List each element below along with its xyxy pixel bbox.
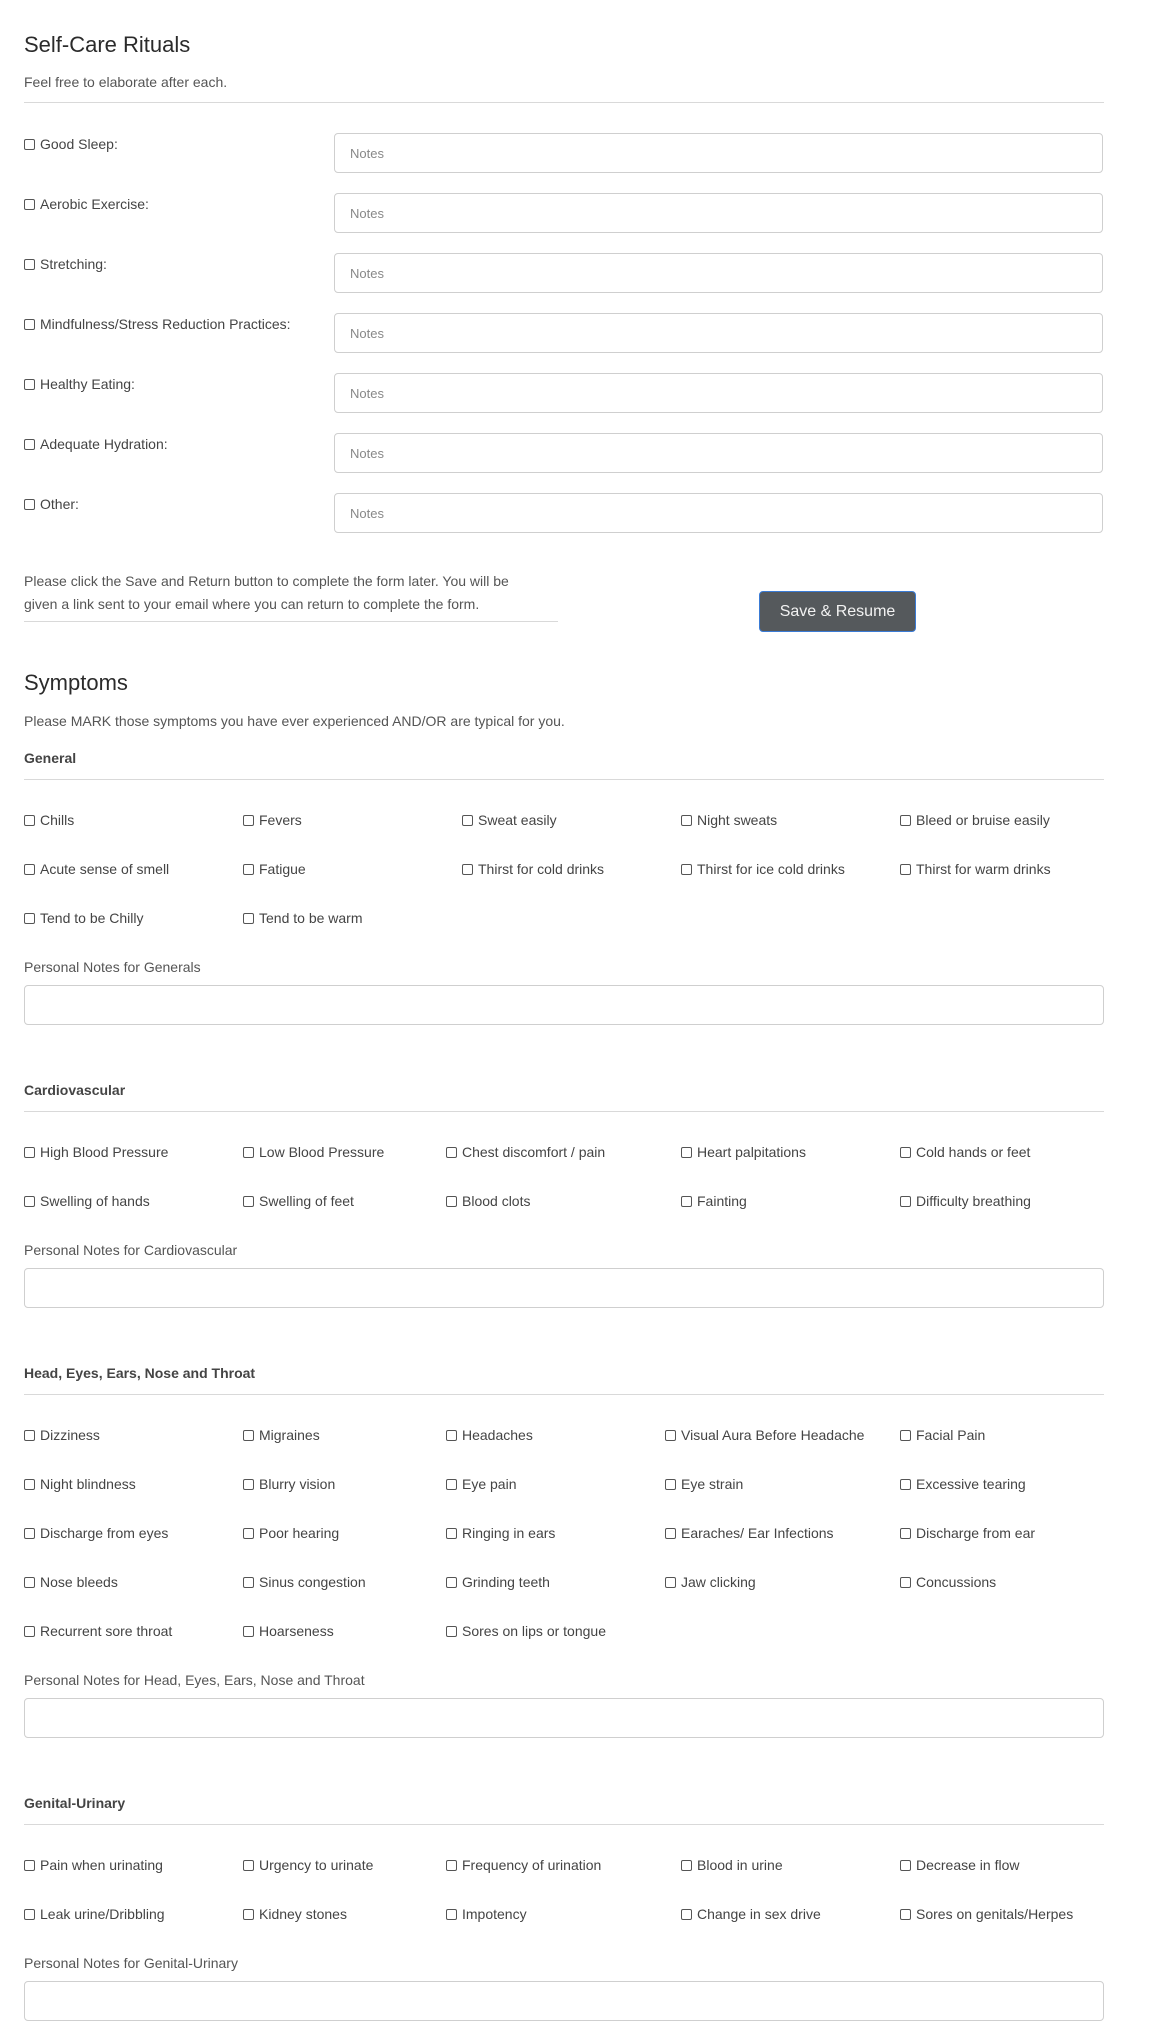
symptom-checkbox[interactable] <box>243 1196 254 1207</box>
heent-group-title: Head, Eyes, Ears, Nose and Throat <box>24 1365 256 1381</box>
symptom-sores-on-lips-or-tongue[interactable] <box>446 1623 606 1639</box>
symptom-checkbox[interactable] <box>243 864 254 875</box>
symptom-checkbox[interactable] <box>24 1147 35 1158</box>
symptom-checkbox[interactable] <box>24 1626 35 1637</box>
ritual-label-text: Adequate Hydration: <box>40 436 168 452</box>
symptom-fatigue[interactable] <box>243 861 306 877</box>
symptom-nose-bleeds[interactable] <box>24 1574 118 1590</box>
ritual-label-healthy-eating[interactable] <box>24 376 135 392</box>
cardio-group-divider <box>24 1111 1104 1112</box>
symptom-fainting[interactable] <box>681 1193 747 1209</box>
symptom-label: Chills <box>40 812 75 828</box>
symptom-label: Tend to be Chilly <box>40 910 144 926</box>
symptom-label: Thirst for warm drinks <box>916 861 1051 877</box>
save-instructions <box>24 570 509 616</box>
ritual-label-good-sleep[interactable] <box>24 136 118 152</box>
symptom-label: Change in sex drive <box>697 1906 821 1922</box>
symptom-checkbox[interactable] <box>446 1860 457 1871</box>
symptom-heart-palpitations[interactable] <box>681 1144 806 1160</box>
symptom-label: Discharge from eyes <box>40 1525 169 1541</box>
symptom-visual-aura-before-headache[interactable] <box>665 1427 864 1443</box>
symptom-eye-strain[interactable] <box>665 1476 743 1492</box>
symptom-impotency[interactable] <box>446 1906 527 1922</box>
symptom-leak-urine-dribbling[interactable] <box>24 1906 165 1922</box>
ritual-label-aerobic-exercise[interactable] <box>24 196 149 212</box>
heent-notes-input[interactable] <box>24 1698 1104 1738</box>
symptom-label: Discharge from ear <box>916 1525 1036 1541</box>
symptom-checkbox[interactable] <box>681 1147 692 1158</box>
symptom-label: Difficulty breathing <box>916 1193 1031 1209</box>
symptom-change-in-sex-drive[interactable] <box>681 1906 821 1922</box>
symptom-label: Visual Aura Before Headache <box>681 1427 865 1443</box>
symptom-night-blindness[interactable] <box>24 1476 136 1492</box>
ritual-label-other[interactable] <box>24 496 79 512</box>
save-instructions-line-1: Please click the Save and Return button to complete the form later. You will be <box>24 573 509 589</box>
symptom-sinus-congestion[interactable] <box>243 1574 366 1590</box>
symptom-checkbox[interactable] <box>900 864 911 875</box>
symptom-poor-hearing[interactable] <box>243 1525 339 1541</box>
symptom-checkbox[interactable] <box>462 864 473 875</box>
ritual-label-text: Healthy Eating: <box>40 376 135 392</box>
symptom-label: Poor hearing <box>259 1525 340 1541</box>
symptom-low-blood-pressure[interactable] <box>243 1144 384 1160</box>
symptom-recurrent-sore-throat[interactable] <box>24 1623 172 1639</box>
save-instructions-line-2: given a link sent to your email where you can return to complete the form. <box>24 596 480 612</box>
symptom-checkbox[interactable] <box>243 1528 254 1539</box>
symptom-checkbox[interactable] <box>24 815 35 826</box>
ritual-notes-input[interactable]: Notes <box>334 133 1103 173</box>
symptom-swelling-of-feet[interactable] <box>243 1193 354 1209</box>
ritual-checkbox[interactable] <box>24 199 35 210</box>
symptom-label: Leak urine/Dribbling <box>40 1906 165 1922</box>
symptom-label: Acute sense of smell <box>40 861 170 877</box>
symptom-checkbox[interactable] <box>900 1860 911 1871</box>
symptom-label: Night blindness <box>40 1476 136 1492</box>
symptom-checkbox[interactable] <box>900 1196 911 1207</box>
symptom-difficulty-breathing[interactable] <box>900 1193 1031 1209</box>
symptom-checkbox[interactable] <box>243 1909 254 1920</box>
symptom-facial-pain[interactable] <box>900 1427 985 1443</box>
symptom-checkbox[interactable] <box>24 864 35 875</box>
cardio-notes-input[interactable] <box>24 1268 1104 1308</box>
ritual-notes-input[interactable]: Notes <box>334 373 1103 413</box>
symptom-checkbox[interactable] <box>446 1479 457 1490</box>
symptom-checkbox[interactable] <box>24 1909 35 1920</box>
symptom-checkbox[interactable] <box>900 1909 911 1920</box>
symptom-checkbox[interactable] <box>446 1430 457 1441</box>
ritual-label-mindfulness-stress-reduction-practices[interactable] <box>24 316 291 332</box>
symptom-label: Migraines <box>259 1427 320 1443</box>
symptom-blood-in-urine[interactable] <box>681 1857 783 1873</box>
symptom-checkbox[interactable] <box>243 1626 254 1637</box>
symptom-checkbox[interactable] <box>24 1479 35 1490</box>
symptom-tend-to-be-warm[interactable] <box>243 910 363 926</box>
symptom-discharge-from-eyes[interactable] <box>24 1525 168 1541</box>
symptom-label: Decrease in flow <box>916 1857 1020 1873</box>
general-notes-input[interactable] <box>24 985 1104 1025</box>
symptom-label: Sores on lips or tongue <box>462 1623 606 1639</box>
ritual-label-stretching[interactable] <box>24 256 107 272</box>
ritual-notes-input[interactable]: Notes <box>334 313 1103 353</box>
symptom-acute-sense-of-smell[interactable] <box>24 861 169 877</box>
general-notes-label: Personal Notes for Generals <box>24 959 201 975</box>
symptom-eye-pain[interactable] <box>446 1476 516 1492</box>
ritual-checkbox[interactable] <box>24 319 35 330</box>
symptom-label: Thirst for cold drinks <box>478 861 605 877</box>
ritual-notes-input[interactable]: Notes <box>334 493 1103 533</box>
symptom-checkbox[interactable] <box>900 1528 911 1539</box>
self-care-title: Self-Care Rituals <box>24 32 191 57</box>
ritual-checkbox[interactable] <box>24 259 35 270</box>
symptom-checkbox[interactable] <box>446 1528 457 1539</box>
symptom-bleed-or-bruise-easily[interactable] <box>900 812 1050 828</box>
symptom-label: High Blood Pressure <box>40 1144 169 1160</box>
ritual-checkbox[interactable] <box>24 379 35 390</box>
symptom-label: Swelling of hands <box>40 1193 150 1209</box>
symptom-migraines[interactable] <box>243 1427 320 1443</box>
gu-notes-label: Personal Notes for Genital-Urinary <box>24 1955 238 1971</box>
ritual-checkbox[interactable] <box>24 499 35 510</box>
symptom-checkbox[interactable] <box>24 1577 35 1588</box>
symptom-label: Pain when urinating <box>40 1857 163 1873</box>
symptom-checkbox[interactable] <box>900 1430 911 1441</box>
gu-group-divider <box>24 1824 1104 1825</box>
symptom-earaches-ear-infections[interactable] <box>665 1525 834 1541</box>
symptom-checkbox[interactable] <box>243 1430 254 1441</box>
symptom-grinding-teeth[interactable] <box>446 1574 550 1590</box>
symptom-frequency-of-urination[interactable] <box>446 1857 601 1873</box>
symptom-checkbox[interactable] <box>243 815 254 826</box>
symptom-checkbox[interactable] <box>665 1528 676 1539</box>
symptom-checkbox[interactable] <box>681 1909 692 1920</box>
symptom-label: Fainting <box>697 1193 747 1209</box>
symptom-label: Thirst for ice cold drinks <box>697 861 845 877</box>
symptom-hoarseness[interactable] <box>243 1623 334 1639</box>
symptom-checkbox[interactable] <box>446 1577 457 1588</box>
symptom-label: Headaches <box>462 1427 533 1443</box>
symptom-label: Nose bleeds <box>40 1574 118 1590</box>
symptom-thirst-for-cold-drinks[interactable] <box>462 861 604 877</box>
symptom-urgency-to-urinate[interactable] <box>243 1857 373 1873</box>
symptom-label: Swelling of feet <box>259 1193 354 1209</box>
symptom-label: Earaches/ Ear Infections <box>681 1525 834 1541</box>
symptom-label: Night sweats <box>697 812 778 828</box>
symptom-label: Ringing in ears <box>462 1525 556 1541</box>
symptom-checkbox[interactable] <box>24 913 35 924</box>
symptom-checkbox[interactable] <box>24 1196 35 1207</box>
symptom-label: Sweat easily <box>478 812 557 828</box>
symptom-sweat-easily[interactable] <box>462 812 557 828</box>
symptom-checkbox[interactable] <box>24 1430 35 1441</box>
save-resume-button[interactable]: Save & Resume <box>759 591 916 632</box>
gu-notes-input[interactable] <box>24 1981 1104 2021</box>
symptom-checkbox[interactable] <box>681 815 692 826</box>
symptom-label: Cold hands or feet <box>916 1144 1031 1160</box>
symptom-label: Dizziness <box>40 1427 100 1443</box>
symptom-label: Excessive tearing <box>916 1476 1026 1492</box>
cardio-notes-label: Personal Notes for Cardiovascular <box>24 1242 238 1258</box>
symptom-night-sweats[interactable] <box>681 812 777 828</box>
symptom-checkbox[interactable] <box>243 1577 254 1588</box>
ritual-label-adequate-hydration[interactable] <box>24 436 168 452</box>
symptom-label: Grinding teeth <box>462 1574 550 1590</box>
symptom-checkbox[interactable] <box>681 864 692 875</box>
symptom-label: Impotency <box>462 1906 527 1922</box>
symptom-blood-clots[interactable] <box>446 1193 530 1209</box>
ritual-label-text: Aerobic Exercise: <box>40 196 149 212</box>
symptom-label: Bleed or bruise easily <box>916 812 1050 828</box>
ritual-notes-input[interactable]: Notes <box>334 253 1103 293</box>
ritual-checkbox[interactable] <box>24 439 35 450</box>
symptom-fevers[interactable] <box>243 812 302 828</box>
symptom-checkbox[interactable] <box>900 1479 911 1490</box>
symptom-swelling-of-hands[interactable] <box>24 1193 150 1209</box>
symptom-chills[interactable] <box>24 812 74 828</box>
self-care-subtitle: Feel free to elaborate after each. <box>24 74 228 90</box>
ritual-notes-input[interactable]: Notes <box>334 433 1103 473</box>
self-care-divider <box>24 102 1104 103</box>
symptom-excessive-tearing[interactable] <box>900 1476 1026 1492</box>
symptom-sores-on-genitals-herpes[interactable] <box>900 1906 1073 1922</box>
symptom-thirst-for-warm-drinks[interactable] <box>900 861 1051 877</box>
symptom-checkbox[interactable] <box>243 1860 254 1871</box>
heent-notes-label: Personal Notes for Head, Eyes, Ears, Nose and Throat <box>24 1672 365 1688</box>
symptom-thirst-for-ice-cold-drinks[interactable] <box>681 861 845 877</box>
symptom-label: Eye pain <box>462 1476 517 1492</box>
symptoms-subtitle: Please MARK those symptoms you have ever experienced AND/OR are typical for you. <box>24 713 565 729</box>
symptom-label: Blood clots <box>462 1193 531 1209</box>
heent-group-divider <box>24 1394 1104 1395</box>
symptom-label: Blood in urine <box>697 1857 783 1873</box>
symptom-label: Facial Pain <box>916 1427 986 1443</box>
symptom-label: Blurry vision <box>259 1476 336 1492</box>
symptom-ringing-in-ears[interactable] <box>446 1525 555 1541</box>
symptom-label: Urgency to urinate <box>259 1857 374 1873</box>
symptom-high-blood-pressure[interactable] <box>24 1144 168 1160</box>
symptom-label: Fevers <box>259 812 302 828</box>
symptom-label: Eye strain <box>681 1476 744 1492</box>
symptom-headaches[interactable] <box>446 1427 533 1443</box>
symptom-chest-discomfort-pain[interactable] <box>446 1144 605 1160</box>
symptom-decrease-in-flow[interactable] <box>900 1857 1020 1873</box>
symptom-checkbox[interactable] <box>243 1479 254 1490</box>
symptom-checkbox[interactable] <box>243 913 254 924</box>
symptom-label: Frequency of urination <box>462 1857 602 1873</box>
symptom-label: Fatigue <box>259 861 306 877</box>
symptom-label: Heart palpitations <box>697 1144 806 1160</box>
symptom-label: Kidney stones <box>259 1906 347 1922</box>
symptom-label: Sinus congestion <box>259 1574 366 1590</box>
ritual-label-text: Mindfulness/Stress Reduction Practices: <box>40 316 291 332</box>
symptom-checkbox[interactable] <box>665 1479 676 1490</box>
symptom-checkbox[interactable] <box>462 815 473 826</box>
symptom-checkbox[interactable] <box>681 1860 692 1871</box>
symptom-checkbox[interactable] <box>900 1147 911 1158</box>
symptom-dizziness[interactable] <box>24 1427 100 1443</box>
symptom-blurry-vision[interactable] <box>243 1476 335 1492</box>
symptom-label: Hoarseness <box>259 1623 334 1639</box>
symptom-checkbox[interactable] <box>24 1860 35 1871</box>
symptom-checkbox[interactable] <box>900 815 911 826</box>
ritual-checkbox[interactable] <box>24 139 35 150</box>
symptom-label: Jaw clicking <box>681 1574 756 1590</box>
symptom-kidney-stones[interactable] <box>243 1906 347 1922</box>
symptom-label: Concussions <box>916 1574 997 1590</box>
ritual-label-text: Other: <box>40 496 79 512</box>
symptom-checkbox[interactable] <box>243 1147 254 1158</box>
ritual-label-text: Good Sleep: <box>40 136 118 152</box>
symptom-checkbox[interactable] <box>900 1577 911 1588</box>
symptom-checkbox[interactable] <box>665 1430 676 1441</box>
ritual-label-text: Stretching: <box>40 256 107 272</box>
symptoms-title: Symptoms <box>24 670 128 695</box>
symptom-checkbox[interactable] <box>446 1147 457 1158</box>
save-divider <box>24 621 558 622</box>
symptom-label: Sores on genitals/Herpes <box>916 1906 1074 1922</box>
symptom-tend-to-be-chilly[interactable] <box>24 910 144 926</box>
symptom-jaw-clicking[interactable] <box>665 1574 756 1590</box>
symptom-checkbox[interactable] <box>665 1577 676 1588</box>
ritual-notes-input[interactable]: Notes <box>334 193 1103 233</box>
symptom-label: Recurrent sore throat <box>40 1623 173 1639</box>
symptom-discharge-from-ear[interactable] <box>900 1525 1035 1541</box>
symptom-label: Low Blood Pressure <box>259 1144 385 1160</box>
symptom-cold-hands-or-feet[interactable] <box>900 1144 1030 1160</box>
symptom-concussions[interactable] <box>900 1574 996 1590</box>
gu-group-title: Genital-Urinary <box>24 1795 126 1811</box>
symptom-checkbox[interactable] <box>681 1196 692 1207</box>
symptom-pain-when-urinating[interactable] <box>24 1857 163 1873</box>
symptom-label: Tend to be warm <box>259 910 363 926</box>
symptom-checkbox[interactable] <box>446 1196 457 1207</box>
symptom-checkbox[interactable] <box>446 1626 457 1637</box>
symptom-checkbox[interactable] <box>24 1528 35 1539</box>
cardio-group-title: Cardiovascular <box>24 1082 126 1098</box>
general-group-title: General <box>24 750 77 766</box>
general-group-divider <box>24 779 1104 780</box>
symptom-checkbox[interactable] <box>446 1909 457 1920</box>
symptom-label: Chest discomfort / pain <box>462 1144 606 1160</box>
